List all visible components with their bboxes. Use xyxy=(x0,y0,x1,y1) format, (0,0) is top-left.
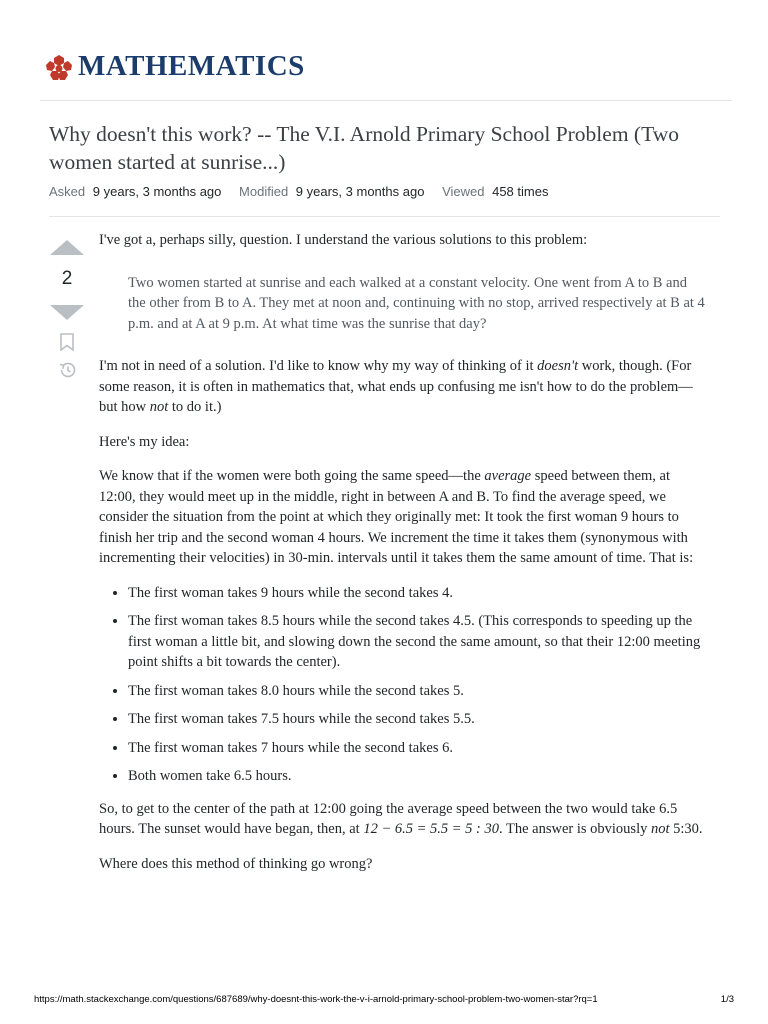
asked-label: Asked xyxy=(49,184,86,199)
p2-text-b: work, though. (For some reason, it is often in mathematics that, what ends up confusing me isn't how to do the problem—but how xyxy=(99,358,693,415)
viewed-value: 458 times xyxy=(492,184,549,199)
viewed-label: Viewed xyxy=(442,184,485,199)
paragraph-average-speed xyxy=(99,466,705,569)
p4-emphasis-average: average xyxy=(484,468,532,484)
meta-divider xyxy=(49,216,720,217)
print-page-number: 1/3 xyxy=(720,994,734,1005)
list-item: • The first woman takes 9 hours while the second takes 4. xyxy=(128,583,705,604)
history-icon[interactable] xyxy=(57,360,77,380)
vote-count: 2 xyxy=(61,268,73,289)
math-logo-icon[interactable] xyxy=(44,53,74,83)
paragraph-not-solution xyxy=(99,356,705,418)
p5-emphasis-not: not xyxy=(650,821,670,837)
list-item: • The first woman takes 7.5 hours while the second takes 5.5. xyxy=(128,709,705,730)
p2-emphasis-not: not xyxy=(149,399,169,415)
p5-text-a: So, to get to the center of the path at 12:00 going the average speed between the two would take 6.5 hours. The sunset would have began, then, at xyxy=(99,800,678,837)
site-logo-text[interactable]: MATHEMATICS xyxy=(78,50,305,82)
asked-value: 9 years, 3 months ago xyxy=(92,184,222,199)
upvote-arrow-icon[interactable] xyxy=(50,240,84,255)
bookmark-icon[interactable] xyxy=(59,333,75,351)
list-item: • Both women take 6.5 hours. xyxy=(128,766,705,787)
closing-question: Where does this method of thinking go wrong? xyxy=(99,855,373,872)
p4-text-b: speed between them, at 12:00, they would meet up in the middle, right in between A and B. To find the average speed, we consider the situation from the point at which they originally met: It took the first woman 9 hours to finish her trip and the second woman 4 hours. We increment the time it takes them (synonymous with incrementing their velocities) in 30-min. intervals until it takes them the same amount of time. That is: xyxy=(99,468,694,566)
intro-paragraph: I've got a, perhaps silly, question. I understand the various solutions to this problem: xyxy=(99,232,588,248)
list-item: • The first woman takes 8.0 hours while the second takes 5. xyxy=(128,681,705,702)
list-item: • The first woman takes 7 hours while the second takes 6. xyxy=(128,738,705,759)
print-footer xyxy=(34,994,734,1005)
p2-text-a: I'm not in need of a solution. I'd like to know why my way of thinking of it xyxy=(99,358,538,374)
question-meta xyxy=(49,184,562,199)
problem-quote: Two women started at sunrise and each walked at a constant velocity. One went from A to B and the other from B to A. They met at noon and, continuing with no stop, arrived respectively at B at 4 p.m. and at A at 9 p.m. At what time was the sunrise that day? xyxy=(128,274,705,332)
increment-list xyxy=(99,583,705,787)
p5-text-b: . The answer is obviously xyxy=(499,821,651,837)
p2-text-c: to do it.) xyxy=(168,399,222,415)
modified-meta xyxy=(239,184,428,199)
p5-text-c: 5:30. xyxy=(669,821,703,837)
math-expression: 12 − 6.5 = 5.5 = 5 : 30 xyxy=(363,821,499,837)
list-item: • The first woman takes 8.5 hours while the second takes 4.5. (This corresponds to speeding up the first woman a little bit, and slowing down the second the same amount, so that their 12:00 meeting point shifts a bit towards the center). xyxy=(128,611,705,673)
viewed-meta xyxy=(442,184,548,199)
modified-value[interactable]: 9 years, 3 months ago xyxy=(295,184,425,199)
site-header xyxy=(40,48,732,101)
modified-label: Modified xyxy=(239,184,289,199)
p2-emphasis-doesnt: doesn't xyxy=(537,358,579,374)
paragraph-conclusion xyxy=(99,799,705,840)
idea-heading-paragraph: Here's my idea: xyxy=(99,433,190,450)
question-body xyxy=(99,230,705,888)
p4-text-a: We know that if the women were both going the same speed—the xyxy=(99,468,485,484)
asked-meta xyxy=(49,184,225,199)
question-title[interactable]: Why doesn't this work? -- The V.I. Arnold Primary School Problem (Two women started at sunrise...) xyxy=(49,122,679,174)
downvote-arrow-icon[interactable] xyxy=(50,305,84,320)
print-url: https://math.stackexchange.com/questions/687689/why-doesnt-this-work-the-v-i-arnold-primary-school-problem-two-women-star?rq=1 xyxy=(34,994,598,1005)
